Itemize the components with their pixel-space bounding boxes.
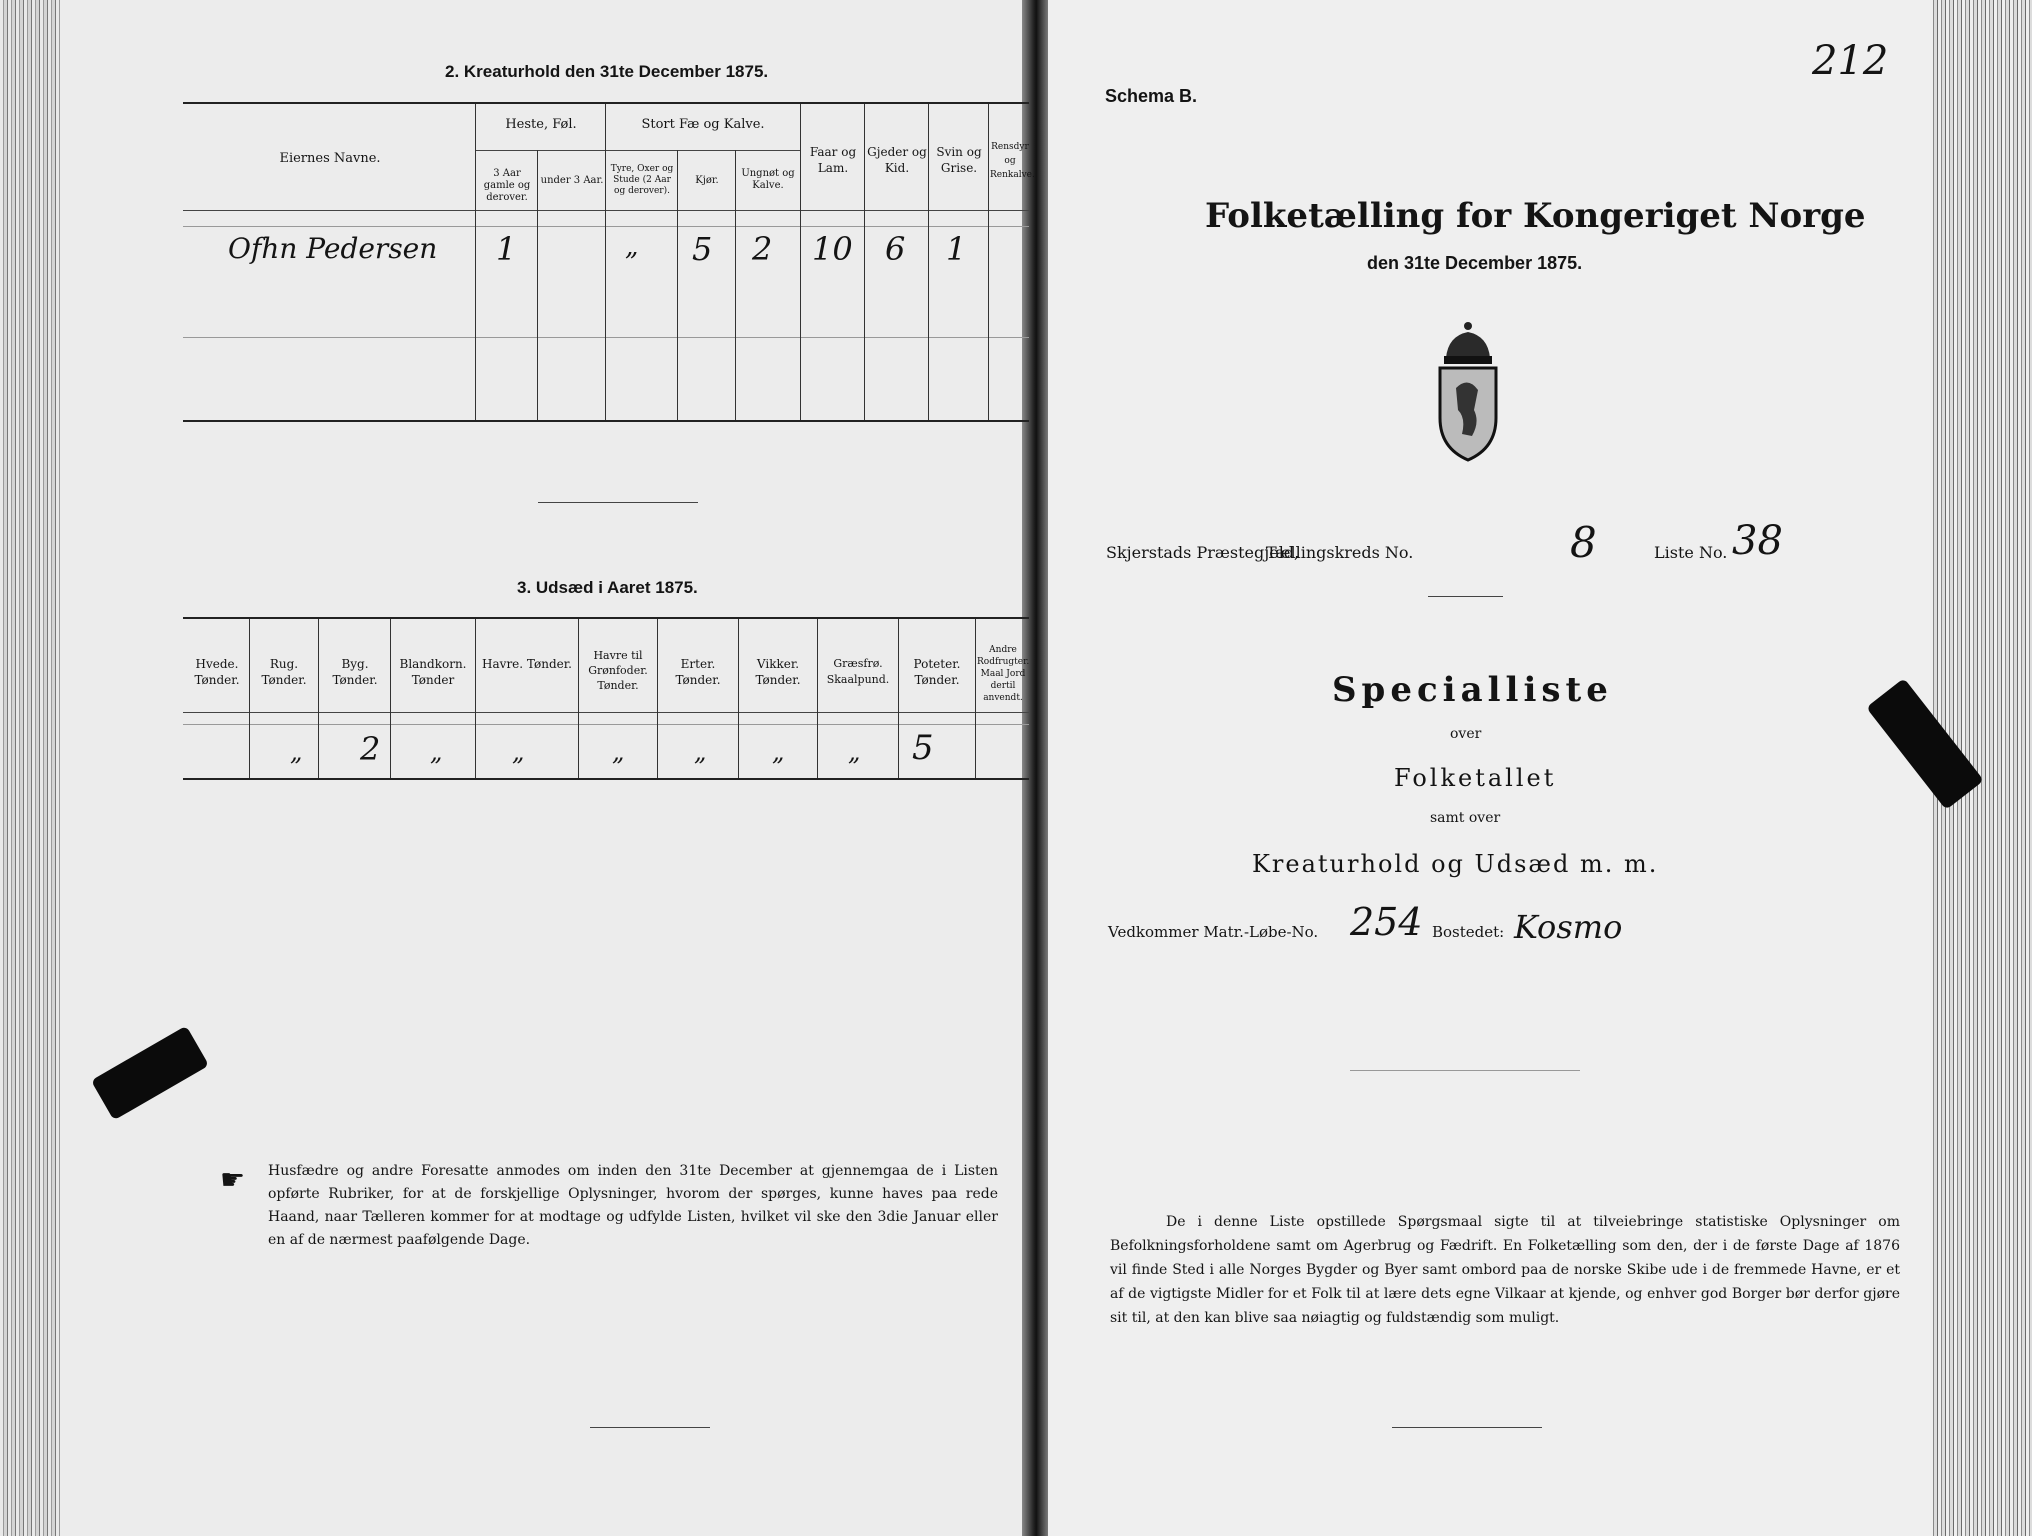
col-owner-header: Eiernes Navne.	[279, 151, 381, 166]
col-poteter-header: Poteter. Tønder.	[913, 657, 961, 687]
table3-col-divider	[578, 619, 579, 778]
col-byg-header: Byg. Tønder.	[332, 657, 378, 687]
value-pigs: 1	[946, 230, 967, 268]
samt-over-text: samt over	[1430, 810, 1501, 826]
table2-col-divider	[735, 150, 736, 420]
table3-header-rule	[183, 712, 1029, 713]
separator-rule-right-2	[1350, 1070, 1580, 1071]
value-cows: 5	[692, 230, 713, 268]
table3-col-divider	[817, 619, 818, 778]
table2-col-divider	[677, 150, 678, 420]
col-reindeer-header: Rensdyr og Renkalve.	[990, 142, 1035, 180]
table2-top-rule	[183, 102, 1029, 104]
table2-bottom-rule	[183, 420, 1029, 422]
table3-top-rule	[183, 617, 1029, 619]
col-bulls-header: Tyre, Oxer og Stude (2 Aar og derover).	[610, 164, 674, 196]
value-young-cattle: 2	[752, 230, 773, 268]
schema-label: Schema B.	[1105, 86, 1198, 106]
section2-title: 2. Kreaturhold den 31te December 1875.	[445, 62, 769, 81]
footer-paragraph: De i denne Liste opstillede Spørgsmaal sigte til at tilveiebringe statistiske Oplysninger om Befolkningsforholdene samt om Agerbrug og Fædrift. En Folketælling som den, der i de første Dage af 1876 vil finde Sted i alle Norges Bygder og Byer samt ombord paa de norske Skibe ude i de fremmede Havne, er et af de vigtigste Midler for et Folk til at lære dets egne Vilkaar at kjende, og enhver god Borger bør derfor gjøre sit til, at den kan blive saa nøiagtig og fuldstændig som muligt.	[1110, 1214, 1900, 1326]
table2-col-divider	[800, 104, 801, 420]
col-sheep-header: Faar og Lam.	[809, 145, 857, 175]
col-goats-header: Gjeder og Kid.	[867, 145, 927, 175]
book-gutter	[1022, 0, 1048, 1536]
col-rug-header: Rug. Tønder.	[261, 657, 307, 687]
value-rug: „	[290, 738, 303, 766]
value-goats: 6	[885, 230, 906, 268]
table2-col-divider	[988, 104, 989, 420]
col-horses-old-header: 3 Aar gamle og derover.	[483, 168, 531, 203]
table3-col-divider	[318, 619, 319, 778]
col-cows-header: Kjør.	[695, 175, 719, 186]
matr-value: 254	[1350, 900, 1423, 944]
table2-col-divider	[864, 104, 865, 420]
col-pigs-header: Svin og Grise.	[936, 145, 982, 175]
col-havre-gronfoder-header: Havre til Grønfoder. Tønder.	[588, 649, 648, 692]
book-edge-left	[0, 0, 60, 1536]
table2-row-rule	[183, 226, 1029, 227]
table3-col-divider	[898, 619, 899, 778]
table2-col-divider	[475, 104, 476, 420]
notice-text: Husfædre og andre Foresatte anmodes om inden den 31te December at gjennemgaa de i Listen opførte Rubriker, for at de forskjellige Oplysninger, hvorom der spørges, kunne haves paa rede Haand, naar Tælleren kommer for at modtage og udfylde Listen, hvilket vil ske den 3die Januar eller en af de nærmest paafølgende Dage.	[268, 1163, 998, 1248]
value-graesfro: „	[848, 738, 861, 766]
bottom-rule-left	[590, 1427, 710, 1428]
document-subtitle: den 31te December 1875.	[1367, 253, 1583, 273]
over-text-1: over	[1450, 726, 1482, 742]
page-number: 212	[1812, 38, 1889, 84]
table2-col-divider	[928, 104, 929, 420]
norwegian-coat-of-arms-icon	[1428, 318, 1508, 463]
table3-col-divider	[475, 619, 476, 778]
document-title: Folketælling for Kongeriget Norge	[1205, 196, 1866, 236]
col-blandkorn-header: Blandkorn. Tønder	[399, 657, 467, 687]
value-havre-gronfoder: „	[612, 738, 625, 766]
folketallet-text: Folketallet	[1394, 764, 1557, 792]
bosted-label: Bostedet:	[1432, 923, 1505, 941]
bottom-rule-right	[1392, 1427, 1542, 1428]
list-value: 38	[1732, 518, 1783, 564]
col-horses-young-header: under 3 Aar.	[540, 175, 604, 186]
list-label: Liste No.	[1654, 543, 1728, 562]
separator-rule-right	[1428, 596, 1503, 597]
value-byg: 2	[360, 730, 381, 768]
value-horses-old: 1	[496, 230, 517, 268]
value-blandkorn: „	[430, 738, 443, 766]
bosted-value: Kosmo	[1514, 908, 1623, 946]
value-erter: „	[694, 738, 707, 766]
owner-name: Ofhn Pedersen	[228, 232, 438, 265]
table2-col-divider	[537, 150, 538, 420]
value-vikker: „	[772, 738, 785, 766]
district-label: Tællingskreds No.	[1266, 543, 1414, 562]
col-erter-header: Erter. Tønder.	[675, 657, 721, 687]
table3-col-divider	[390, 619, 391, 778]
value-bulls: „	[625, 232, 639, 262]
district-value: 8	[1570, 518, 1597, 567]
col-havre-header: Havre. Tønder.	[482, 657, 572, 671]
table2-header-rule	[183, 210, 1029, 211]
group-cattle-header: Stort Fæ og Kalve.	[641, 117, 765, 132]
col-hvede-header: Hvede. Tønder.	[194, 657, 240, 687]
table2-subgroup-rule	[475, 150, 800, 151]
table3-row-rule	[183, 724, 1029, 725]
specialliste-heading: Specialliste	[1332, 670, 1613, 710]
table3-col-divider	[249, 619, 250, 778]
value-poteter: 5	[912, 728, 934, 768]
group-horses-header: Heste, Føl.	[505, 117, 577, 132]
col-young-cattle-header: Ungnøt og Kalve.	[741, 168, 795, 191]
section3-title: 3. Udsæd i Aaret 1875.	[517, 578, 698, 597]
value-sheep: 10	[812, 230, 853, 268]
value-havre: „	[512, 738, 525, 766]
pointing-hand-icon: ☛	[220, 1163, 246, 1196]
table3-col-divider	[975, 619, 976, 778]
separator-rule	[538, 502, 698, 503]
parish-label: Skjerstads Præstegjeld,	[1106, 543, 1300, 562]
table3-col-divider	[738, 619, 739, 778]
col-andre-header: Andre Rodfrugter. Maal Jord dertil anvendt.	[977, 645, 1030, 703]
col-graesfro-header: Græsfrø. Skaalpund.	[826, 657, 890, 686]
table3-col-divider	[657, 619, 658, 778]
table3-bottom-rule	[183, 778, 1029, 780]
matr-label: Vedkommer Matr.-Løbe-No.	[1108, 923, 1319, 941]
col-vikker-header: Vikker. Tønder.	[755, 657, 801, 687]
table2-row-rule	[183, 337, 1029, 338]
kreaturhold-text: Kreaturhold og Udsæd m. m.	[1252, 850, 1659, 878]
table2-col-divider	[605, 104, 606, 420]
